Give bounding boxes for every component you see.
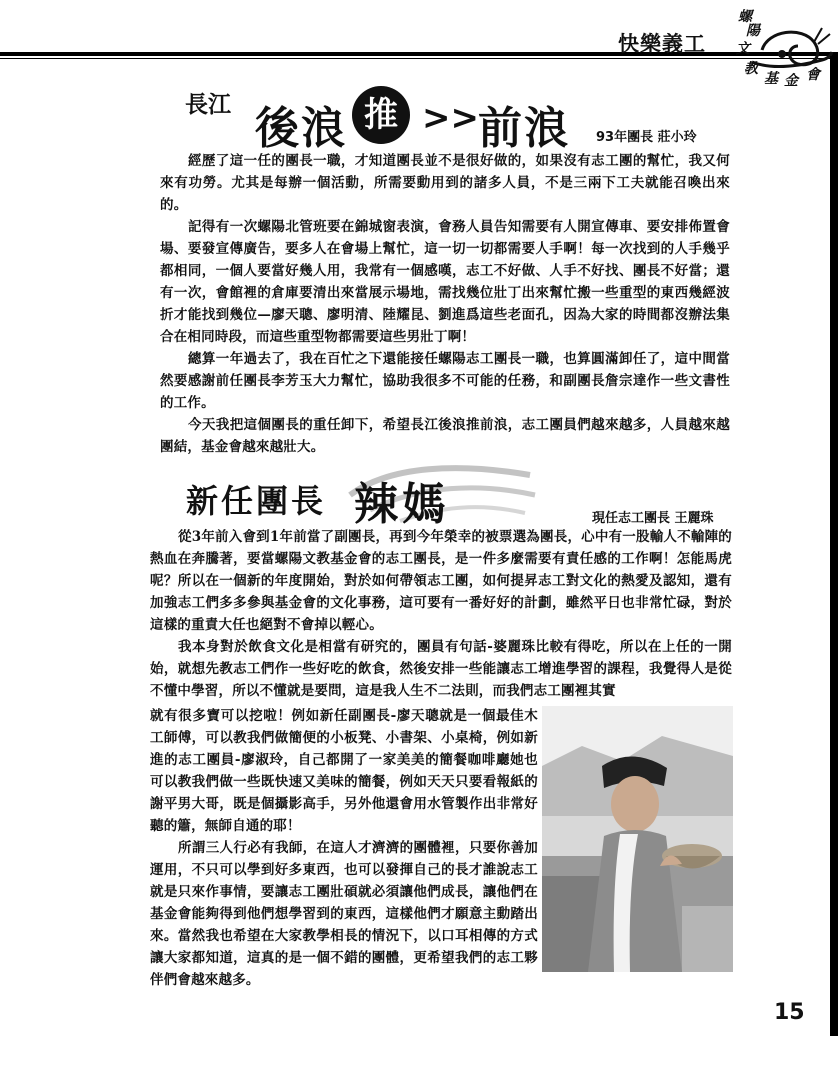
logo-char-2: 陽 bbox=[746, 23, 760, 39]
photo-illustration bbox=[542, 706, 733, 972]
logo-char-7: 會 bbox=[806, 67, 820, 83]
section-title: 快樂義工 bbox=[618, 32, 706, 56]
article1-title-tail: 前浪 bbox=[478, 103, 570, 154]
article2-title-prefix: 新任團長 bbox=[186, 482, 327, 520]
article1-body bbox=[160, 150, 730, 458]
article1-title-arrows: >> bbox=[422, 98, 479, 138]
article2-title-name: 辣媽 bbox=[354, 479, 450, 530]
article1-byline: 93年團長 莊小玲 bbox=[596, 130, 697, 145]
logo-char-3: 文 bbox=[736, 41, 750, 57]
article2-paragraph: 從3年前入會到1年前當了副團長，再到今年榮幸的被票選為團長，心中有一股輸人不輸陣的熱血在奔騰著，要當螺陽文教基金會的志工團長，是一件多麼需要有責任感的工作啊！怎能馬虎呢？所以在一個新的年度開始，對於如何帶領志工團，如何提昇志工對文化的熱愛及認知，還有加強志工們多多參與基金會的文化事務，這可要有一番好好的計劃，雖然平日也非常忙碌，對於這樣的重責大任也絕對不會掉以輕心。 bbox=[150, 529, 732, 633]
logo-char-5: 基 bbox=[764, 71, 778, 87]
logo-char-4: 教 bbox=[744, 61, 758, 77]
page-number: 15 bbox=[774, 1000, 805, 1025]
article2-paragraph: 我本身對於飲食文化是相當有研究的，團員有句話-婆麗珠比較有得吃，所以在上任的一開始，就想先教志工們作一些好吃的飲食，然後安排一些能讓志工增進學習的課程，我覺得人是從不懂中學習，所以不懂就是要問，這是我人生不二法則，而我們志工團裡其實 bbox=[150, 639, 732, 699]
article2-byline: 現任志工團長 王麗珠 bbox=[592, 511, 714, 526]
volunteer-leader-photo bbox=[542, 706, 733, 972]
article2-body-beside-photo bbox=[150, 705, 538, 991]
article1-paragraph: 經歷了這一任的團長一職，才知道團長並不是很好做的，如果沒有志工團的幫忙，我又何來有功勞。尤其是每辦一個活動，所需要動用到的諸多人員，不是三兩下工夫就能召喚出來的。 bbox=[160, 153, 730, 213]
article1-paragraph: 今天我把這個團長的重任卸下，希望長江後浪推前浪，志工團員們越來越多，人員越來越團結，基金會越來越壯大。 bbox=[160, 417, 730, 455]
article1-title-prefix: 長江 bbox=[185, 91, 231, 118]
foundation-logo bbox=[722, 2, 834, 97]
page-edge-bar bbox=[830, 56, 838, 1036]
logo-char-6: 金 bbox=[784, 73, 798, 89]
article1-title-badge: 推 bbox=[352, 86, 410, 144]
article2-paragraph: 所謂三人行必有我師，在這人才濟濟的團體裡，只要你善加運用，不只可以學到好多東西，也可以發揮自己的長才誰說志工就是只來作事情，要讓志工團壯碩就必須讓他們成長，讓他們在基金會能夠得到他們想學習到的東西，這樣他們才願意主動踏出來。當然我也希望在大家教學相長的情況下，以口耳相傳的方式讓大家都知道，這真的是一個不錯的團體，更希望我們的志工夥伴們會越來越多。 bbox=[150, 840, 538, 988]
article2-body bbox=[150, 526, 732, 702]
header-rule bbox=[0, 52, 838, 56]
article1-title-main: 後浪 bbox=[255, 103, 347, 154]
article1-paragraph: 總算一年過去了，我在百忙之下還能接任螺陽志工團長一職，也算圓滿卸任了，這中間當然要感謝前任團長李芳玉大力幫忙，協助我很多不可能的任務，和副團長詹宗達作一些文書性的工作。 bbox=[160, 351, 730, 411]
article1-paragraph: 記得有一次螺陽北管班要在錦城窗表演，會務人員告知需要有人開宣傳車、要安排佈置會場、要發宣傳廣告，要多人在會場上幫忙，這一切一切都需要人手啊！每一次找到的人手幾乎都相同，一個人要當好幾人用，我常有一個感嘆，志工不好做、人手不好找、團長不好當；還有一次，會館裡的倉庫要清出來當展示場地，需找幾位壯丁出來幫忙搬一些重型的東西幾經波折才能找到幾位—廖天聰、廖明清、陸耀昆、劉進爲這些老面孔，因為大家的時間都沒辦法集合在相同時段，而這些重型物都需要這些男壯丁啊！ bbox=[160, 219, 730, 345]
header-rule-thin bbox=[0, 58, 838, 59]
logo-char-1: 螺 bbox=[738, 9, 752, 25]
article2-paragraph: 就有很多寶可以挖啦！例如新任副團長-廖天聰就是一個最佳木工師傅，可以教我們做簡便的小板凳、小書架、小桌椅，例如新進的志工團員-廖淑玲，自己都開了一家美美的簡餐咖啡廳她也可以教我們做一些既快速又美味的簡餐，例如天天只要看報紙的謝平男大哥，既是個攝影高手，另外他還會用水管製作出非常好聽的簫，無師自通的耶！ bbox=[150, 708, 538, 834]
